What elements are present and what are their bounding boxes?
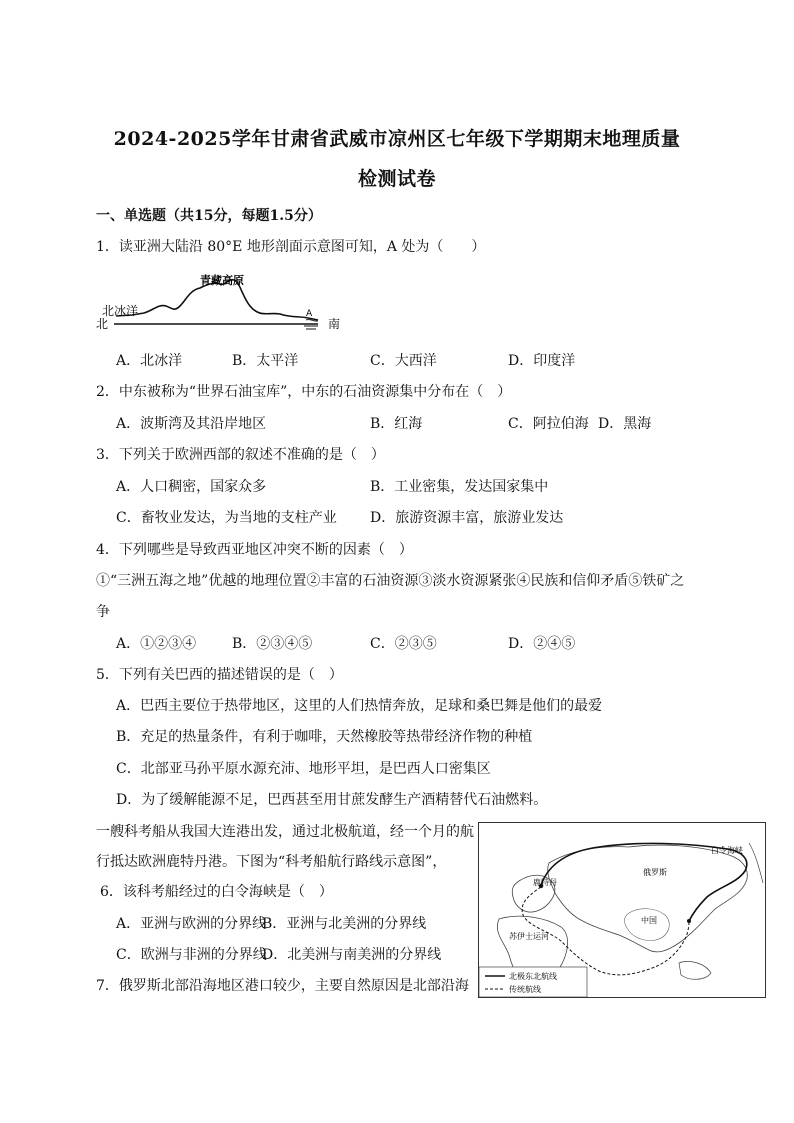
q1-stem: 1．读亚洲大陆沿 80°E 地形剖面示意图可知，A 处为（ ） bbox=[96, 239, 486, 255]
q5-option-b[interactable]: B．充足的热量条件，有利于咖啡，天然橡胶等热带经济作物的种植 bbox=[116, 729, 533, 745]
q7-stem: 7．俄罗斯北部沿海地区港口较少，主要自然原因是北部沿海 bbox=[96, 978, 469, 994]
q3-option-c[interactable]: C．畜牧业发达，为当地的支柱产业 bbox=[116, 510, 337, 526]
passage-line-2: 行抵达欧洲鹿特丹港。下图为“科考船航行路线示意图”， bbox=[96, 854, 447, 870]
q1-option-b[interactable]: B．太平洋 bbox=[232, 353, 299, 369]
q2-option-d[interactable]: D．黑海 bbox=[598, 416, 652, 432]
q2-option-c[interactable]: C．阿拉伯海 bbox=[508, 416, 589, 432]
q4-option-b[interactable]: B．②③④⑤ bbox=[232, 636, 313, 652]
q3-option-b[interactable]: B．工业密集，发达国家集中 bbox=[370, 479, 549, 495]
q6-stem: 6．该科考船经过的白令海峡是（ ） bbox=[100, 884, 333, 900]
label-a: A bbox=[306, 309, 313, 319]
label-rotterdam: 鹿特丹 bbox=[533, 878, 557, 887]
q4-stem: 4．下列哪些是导致西亚地区冲突不断的因素（ ） bbox=[96, 542, 413, 558]
label-suez-canal: 苏伊士运河 bbox=[509, 932, 549, 941]
label-arctic-ocean: 北冰洋 bbox=[102, 304, 139, 318]
q6-option-c[interactable]: C．欧洲与非洲的分界线 bbox=[116, 947, 267, 963]
label-china: 中国 bbox=[641, 916, 657, 925]
q1-option-c[interactable]: C．大西洋 bbox=[370, 353, 437, 369]
q4-option-c[interactable]: C．②③⑤ bbox=[370, 636, 437, 652]
q4-option-a[interactable]: A．①②③④ bbox=[116, 636, 197, 652]
q5-option-c[interactable]: C．北部亚马孙平原水源充沛、地形平坦，是巴西人口密集区 bbox=[116, 761, 491, 777]
q6-option-b[interactable]: B．亚洲与北美洲的分界线 bbox=[262, 916, 427, 932]
q3-stem: 3．下列关于欧洲西部的叙述不准确的是（ ） bbox=[96, 447, 385, 463]
q4-option-d[interactable]: D．②④⑤ bbox=[508, 636, 576, 652]
title-line-2: 检测试卷 bbox=[357, 168, 436, 190]
q3-option-a[interactable]: A．人口稠密，国家众多 bbox=[116, 479, 267, 495]
label-north: 北 bbox=[96, 317, 109, 331]
route-map-figure bbox=[478, 822, 766, 998]
q6-option-d[interactable]: D．北美洲与南美洲的分界线 bbox=[262, 947, 442, 963]
passage-line-1: 一艘科考船从我国大连港出发，通过北极航道，经一个月的航 bbox=[96, 824, 474, 840]
q2-option-b[interactable]: B．红海 bbox=[370, 416, 423, 432]
q1-terrain-profile-figure bbox=[96, 266, 356, 338]
q5-stem: 5．下列有关巴西的描述错误的是（ ） bbox=[96, 667, 343, 683]
q5-option-a[interactable]: A．巴西主要位于热带地区，这里的人们热情奔放，足球和桑巴舞是他们的最爱 bbox=[116, 698, 603, 714]
q4-stem-line3: 争 bbox=[96, 604, 110, 620]
q2-stem: 2．中东被称为“世界石油宝库”，中东的石油资源集中分布在（ ） bbox=[96, 384, 512, 400]
q4-stem-line2: ①“三洲五海之地”优越的地理位置②丰富的石油资源③淡水资源紧张④民族和信仰矛盾⑤铁矿之 bbox=[96, 573, 685, 589]
q1-option-a[interactable]: A．北冰洋 bbox=[116, 353, 183, 369]
legend-traditional-route: 传统航线 bbox=[509, 985, 541, 994]
label-bering-strait: 白令海峡 bbox=[711, 846, 743, 855]
q2-option-a[interactable]: A．波斯湾及其沿岸地区 bbox=[116, 416, 267, 432]
label-south: 南 bbox=[328, 317, 341, 331]
section-heading: 一、单选题（共15分，每题1.5分） bbox=[96, 208, 322, 224]
q6-option-a[interactable]: A．亚洲与欧洲的分界线 bbox=[116, 916, 267, 932]
legend-arctic-route: 北极东北航线 bbox=[509, 972, 557, 981]
q5-option-d[interactable]: D．为了缓解能源不足，巴西甚至用甘蔗发酵生产酒精替代石油燃料。 bbox=[116, 792, 548, 808]
q3-option-d[interactable]: D．旅游资源丰富，旅游业发达 bbox=[370, 510, 564, 526]
q1-option-d[interactable]: D．印度洋 bbox=[508, 353, 576, 369]
title-line-1: 2024-2025学年甘肃省武威市凉州区七年级下学期期末地理质量 bbox=[113, 128, 681, 150]
label-plateau: 青藏高原 bbox=[200, 274, 244, 287]
label-russia: 俄罗斯 bbox=[643, 868, 667, 877]
